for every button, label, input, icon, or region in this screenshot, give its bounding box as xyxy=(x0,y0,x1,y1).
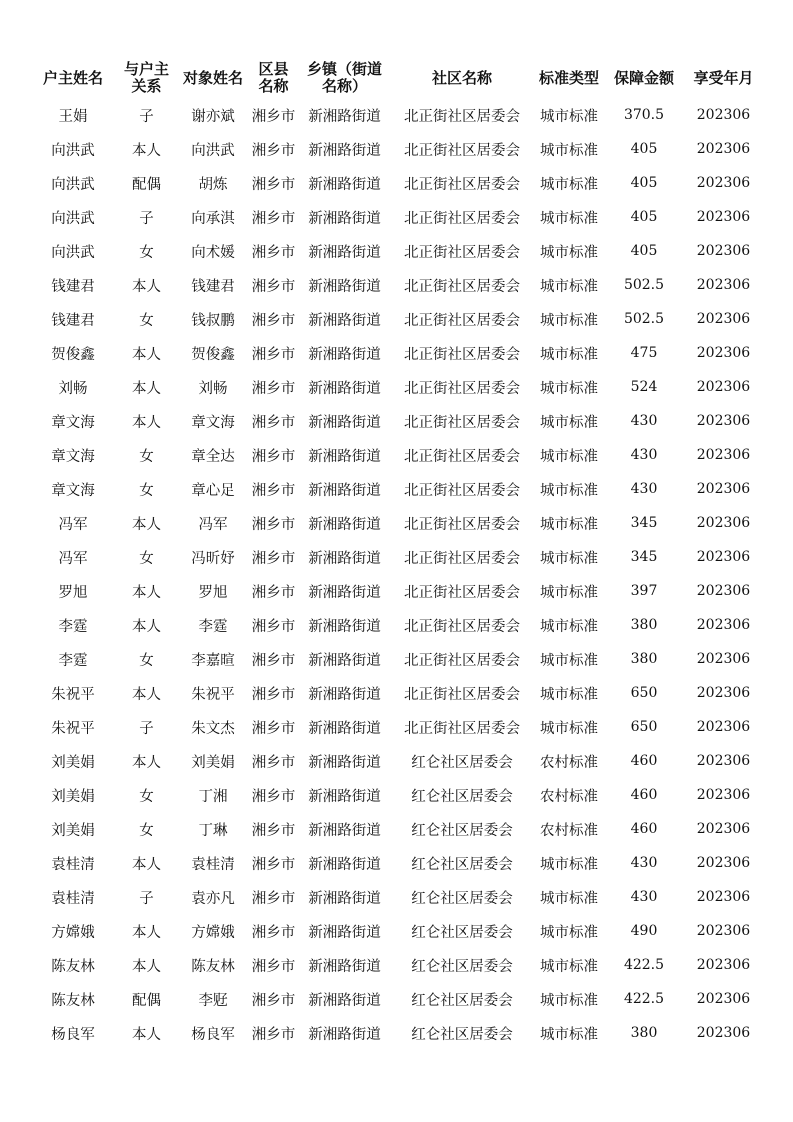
table-cell: 新湘路街道 xyxy=(308,312,381,329)
table-cell: 湘乡市 xyxy=(251,720,296,737)
table-cell: 女 xyxy=(139,448,154,465)
table-cell: 本人 xyxy=(132,754,161,771)
table-cell: 胡炼 xyxy=(198,176,228,193)
table-cell: 新湘路街道 xyxy=(308,754,381,771)
table-cell: 本人 xyxy=(132,1026,161,1043)
table-cell: 新湘路街道 xyxy=(308,1026,381,1043)
table-cell: 女 xyxy=(139,652,154,669)
table-cell: 刘美娟 xyxy=(51,788,95,805)
table-cell: 城市标准 xyxy=(540,414,598,431)
table-cell: 北正街社区居委会 xyxy=(404,244,520,261)
table-cell: 湘乡市 xyxy=(251,1026,296,1043)
table-cell: 袁亦凡 xyxy=(191,890,235,907)
table-cell: 湘乡市 xyxy=(251,788,296,805)
table-cell: 202306 xyxy=(696,991,751,1007)
table-cell: 农村标准 xyxy=(540,822,598,839)
table-row xyxy=(31,948,763,982)
table-cell: 朱祝平 xyxy=(191,686,235,703)
table-cell: 202306 xyxy=(696,957,751,973)
header-cell: 对象姓名 xyxy=(182,68,243,87)
table-cell: 女 xyxy=(139,482,154,499)
table-cell: 北正街社区居委会 xyxy=(404,312,520,329)
table-row xyxy=(31,1016,763,1050)
table-cell: 红仑社区居委会 xyxy=(411,890,513,907)
table-row xyxy=(31,642,763,676)
table-cell: 冯军 xyxy=(58,550,88,567)
table-cell: 城市标准 xyxy=(540,992,598,1009)
table-cell: 新湘路街道 xyxy=(308,584,381,601)
table-cell: 380 xyxy=(630,651,658,667)
table-cell: 湘乡市 xyxy=(251,992,296,1009)
table-cell: 202306 xyxy=(696,175,751,191)
table-cell: 城市标准 xyxy=(540,924,598,941)
table-cell: 湘乡市 xyxy=(251,244,296,261)
table-cell: 202306 xyxy=(696,617,751,633)
table-cell: 北正街社区居委会 xyxy=(404,550,520,567)
table-cell: 刘美娟 xyxy=(51,754,95,771)
table-cell: 502.5 xyxy=(623,311,665,327)
table-cell: 女 xyxy=(139,788,154,805)
table-cell: 本人 xyxy=(132,924,161,941)
table-cell: 湘乡市 xyxy=(251,584,296,601)
table-row xyxy=(31,98,763,132)
table-cell: 新湘路街道 xyxy=(308,686,381,703)
table-cell: 袁桂清 xyxy=(191,856,235,873)
table-cell: 湘乡市 xyxy=(251,380,296,397)
table-row xyxy=(31,982,763,1016)
table-cell: 湘乡市 xyxy=(251,482,296,499)
table-cell: 430 xyxy=(630,855,658,871)
table-cell: 380 xyxy=(630,1025,658,1041)
table-cell: 490 xyxy=(630,923,658,939)
table-cell: 202306 xyxy=(696,209,751,225)
table-cell: 城市标准 xyxy=(540,618,598,635)
table-cell: 章文海 xyxy=(51,482,95,499)
table-cell: 女 xyxy=(139,822,154,839)
table-cell: 刘畅 xyxy=(198,380,228,397)
table-cell: 湘乡市 xyxy=(251,176,296,193)
header-cell: 标准类型 xyxy=(538,68,599,87)
table-cell: 北正街社区居委会 xyxy=(404,720,520,737)
table-cell: 405 xyxy=(630,175,658,191)
table-cell: 袁桂清 xyxy=(51,890,95,907)
table-row xyxy=(31,336,763,370)
table-cell: 202306 xyxy=(696,821,751,837)
table-cell: 新湘路街道 xyxy=(308,822,381,839)
table-cell: 湘乡市 xyxy=(251,924,296,941)
table-cell: 202306 xyxy=(696,277,751,293)
table-cell: 新湘路街道 xyxy=(308,142,381,159)
table-row xyxy=(31,506,763,540)
table-cell: 城市标准 xyxy=(540,482,598,499)
header-cell: 社区名称 xyxy=(431,68,492,87)
table-cell: 345 xyxy=(630,549,658,565)
table-row xyxy=(31,200,763,234)
table-row xyxy=(31,676,763,710)
table-cell: 202306 xyxy=(696,855,751,871)
table-cell: 贺俊鑫 xyxy=(191,346,235,363)
table-row xyxy=(31,914,763,948)
table-cell: 新湘路街道 xyxy=(308,278,381,295)
table-cell: 新湘路街道 xyxy=(308,108,381,125)
table-cell: 新湘路街道 xyxy=(308,924,381,941)
table-row xyxy=(31,132,763,166)
table-cell: 钱叔鹏 xyxy=(191,312,235,329)
table-cell: 李觃 xyxy=(198,992,228,1009)
table-cell: 向洪武 xyxy=(51,244,95,261)
table-cell: 北正街社区居委会 xyxy=(404,278,520,295)
table-cell: 章文海 xyxy=(191,414,235,431)
table-cell: 章文海 xyxy=(51,448,95,465)
table-row xyxy=(31,370,763,404)
table-cell: 城市标准 xyxy=(540,516,598,533)
table-cell: 北正街社区居委会 xyxy=(404,618,520,635)
table-cell: 贺俊鑫 xyxy=(51,346,95,363)
table-cell: 章心足 xyxy=(191,482,235,499)
table-cell: 北正街社区居委会 xyxy=(404,686,520,703)
table-cell: 湘乡市 xyxy=(251,108,296,125)
table-cell: 刘美娟 xyxy=(51,822,95,839)
table-cell: 丁湘 xyxy=(198,788,228,805)
table-cell: 202306 xyxy=(696,515,751,531)
table-cell: 北正街社区居委会 xyxy=(404,584,520,601)
table-cell: 湘乡市 xyxy=(251,516,296,533)
table-cell: 北正街社区居委会 xyxy=(404,448,520,465)
table-cell: 城市标准 xyxy=(540,380,598,397)
table-row xyxy=(31,234,763,268)
table-cell: 湘乡市 xyxy=(251,686,296,703)
table-cell: 北正街社区居委会 xyxy=(404,108,520,125)
table-cell: 红仑社区居委会 xyxy=(411,958,513,975)
table-cell: 202306 xyxy=(696,923,751,939)
table-cell: 北正街社区居委会 xyxy=(404,210,520,227)
table-cell: 城市标准 xyxy=(540,890,598,907)
table-cell: 202306 xyxy=(696,787,751,803)
table-cell: 配偶 xyxy=(132,176,161,193)
table-row xyxy=(31,880,763,914)
table-cell: 李霆 xyxy=(58,652,88,669)
table-cell: 冯军 xyxy=(58,516,88,533)
table-cell: 新湘路街道 xyxy=(308,652,381,669)
table-cell: 湘乡市 xyxy=(251,618,296,635)
table-cell: 城市标准 xyxy=(540,142,598,159)
table-cell: 524 xyxy=(630,379,658,395)
table-cell: 丁琳 xyxy=(198,822,228,839)
table-cell: 方嫦娥 xyxy=(51,924,95,941)
table-cell: 罗旭 xyxy=(198,584,228,601)
table-cell: 红仑社区居委会 xyxy=(411,822,513,839)
table-cell: 城市标准 xyxy=(540,720,598,737)
table-cell: 460 xyxy=(630,787,658,803)
table-cell: 湘乡市 xyxy=(251,414,296,431)
table-cell: 502.5 xyxy=(623,277,665,293)
table-cell: 405 xyxy=(630,243,658,259)
table-cell: 405 xyxy=(630,141,658,157)
table-cell: 向洪武 xyxy=(191,142,235,159)
table-cell: 新湘路街道 xyxy=(308,482,381,499)
table-cell: 红仑社区居委会 xyxy=(411,924,513,941)
table-cell: 湘乡市 xyxy=(251,550,296,567)
table-row xyxy=(31,404,763,438)
table-cell: 章全达 xyxy=(191,448,235,465)
table-cell: 202306 xyxy=(696,719,751,735)
table-cell: 新湘路街道 xyxy=(308,516,381,533)
table-cell: 345 xyxy=(630,515,658,531)
table-cell: 罗旭 xyxy=(58,584,88,601)
table-cell: 向承淇 xyxy=(191,210,235,227)
table-cell: 397 xyxy=(630,583,658,599)
table-cell: 城市标准 xyxy=(540,652,598,669)
table-cell: 湘乡市 xyxy=(251,278,296,295)
table-cell: 陈友林 xyxy=(51,992,95,1009)
table-cell: 李霆 xyxy=(58,618,88,635)
table-cell: 城市标准 xyxy=(540,686,598,703)
table-cell: 本人 xyxy=(132,380,161,397)
table-row xyxy=(31,710,763,744)
table-cell: 202306 xyxy=(696,685,751,701)
table-cell: 650 xyxy=(630,719,658,735)
table-cell: 朱文杰 xyxy=(191,720,235,737)
table-cell: 本人 xyxy=(132,584,161,601)
table-cell: 新湘路街道 xyxy=(308,448,381,465)
table-cell: 650 xyxy=(630,685,658,701)
table-cell: 475 xyxy=(630,345,658,361)
table-cell: 女 xyxy=(139,312,154,329)
table-cell: 新湘路街道 xyxy=(308,380,381,397)
table-cell: 405 xyxy=(630,209,658,225)
table-cell: 北正街社区居委会 xyxy=(404,142,520,159)
table-cell: 刘畅 xyxy=(58,380,88,397)
table-row xyxy=(31,438,763,472)
table-cell: 422.5 xyxy=(623,991,665,1007)
table-cell: 本人 xyxy=(132,516,161,533)
table-cell: 湘乡市 xyxy=(251,448,296,465)
table-row xyxy=(31,268,763,302)
table-cell: 202306 xyxy=(696,1025,751,1041)
table-cell: 北正街社区居委会 xyxy=(404,652,520,669)
table-cell: 湘乡市 xyxy=(251,890,296,907)
table-cell: 城市标准 xyxy=(540,210,598,227)
table-cell: 202306 xyxy=(696,889,751,905)
header-cell: 与户主 关系 xyxy=(123,60,169,95)
header-cell: 乡镇（街道 名称） xyxy=(306,60,382,95)
table-cell: 李嘉暄 xyxy=(191,652,235,669)
table-cell: 新湘路街道 xyxy=(308,788,381,805)
table-cell: 子 xyxy=(139,890,154,907)
table-cell: 北正街社区居委会 xyxy=(404,176,520,193)
table-cell: 钱建君 xyxy=(51,312,95,329)
table-cell: 袁桂清 xyxy=(51,856,95,873)
table-cell: 202306 xyxy=(696,753,751,769)
table-cell: 方嫦娥 xyxy=(191,924,235,941)
table-cell: 女 xyxy=(139,244,154,261)
table-cell: 422.5 xyxy=(623,957,665,973)
table-cell: 朱祝平 xyxy=(51,720,95,737)
table-cell: 202306 xyxy=(696,379,751,395)
table-cell: 配偶 xyxy=(132,992,161,1009)
table-cell: 农村标准 xyxy=(540,754,598,771)
table-cell: 北正街社区居委会 xyxy=(404,482,520,499)
table-cell: 202306 xyxy=(696,549,751,565)
table-cell: 子 xyxy=(139,210,154,227)
header-cell: 享受年月 xyxy=(693,68,754,87)
table-cell: 城市标准 xyxy=(540,1026,598,1043)
table-row xyxy=(31,574,763,608)
table-cell: 430 xyxy=(630,413,658,429)
table-cell: 湘乡市 xyxy=(251,346,296,363)
table-cell: 城市标准 xyxy=(540,176,598,193)
table-cell: 湘乡市 xyxy=(251,822,296,839)
table-cell: 202306 xyxy=(696,447,751,463)
table-cell: 本人 xyxy=(132,278,161,295)
table-cell: 新湘路街道 xyxy=(308,992,381,1009)
table-cell: 430 xyxy=(630,447,658,463)
table-cell: 城市标准 xyxy=(540,958,598,975)
table-cell: 钱建君 xyxy=(51,278,95,295)
table-cell: 新湘路街道 xyxy=(308,856,381,873)
table-cell: 新湘路街道 xyxy=(308,244,381,261)
table-cell: 红仑社区居委会 xyxy=(411,754,513,771)
header-cell: 户主姓名 xyxy=(42,68,103,87)
table-cell: 向洪武 xyxy=(51,142,95,159)
table-cell: 向洪武 xyxy=(51,210,95,227)
table-cell: 农村标准 xyxy=(540,788,598,805)
table-body xyxy=(31,98,763,1050)
table-row xyxy=(31,302,763,336)
table-row xyxy=(31,540,763,574)
table-cell: 朱祝平 xyxy=(51,686,95,703)
table-cell: 新湘路街道 xyxy=(308,210,381,227)
table-cell: 湘乡市 xyxy=(251,856,296,873)
table-cell: 城市标准 xyxy=(540,244,598,261)
table-cell: 红仑社区居委会 xyxy=(411,1026,513,1043)
table-cell: 湘乡市 xyxy=(251,312,296,329)
table-row xyxy=(31,166,763,200)
table-cell: 460 xyxy=(630,821,658,837)
table-cell: 本人 xyxy=(132,414,161,431)
roster-table xyxy=(31,58,763,1050)
header-cell: 保障金额 xyxy=(613,68,674,87)
table-cell: 北正街社区居委会 xyxy=(404,516,520,533)
table-cell: 新湘路街道 xyxy=(308,550,381,567)
table-cell: 370.5 xyxy=(623,107,665,123)
table-row xyxy=(31,846,763,880)
table-cell: 冯军 xyxy=(198,516,228,533)
table-cell: 杨良军 xyxy=(51,1026,95,1043)
table-cell: 红仑社区居委会 xyxy=(411,856,513,873)
table-cell: 杨良军 xyxy=(191,1026,235,1043)
table-cell: 王娟 xyxy=(58,108,88,125)
table-cell: 北正街社区居委会 xyxy=(404,346,520,363)
table-cell: 城市标准 xyxy=(540,584,598,601)
table-cell: 向术媛 xyxy=(191,244,235,261)
table-cell: 202306 xyxy=(696,481,751,497)
table-cell: 202306 xyxy=(696,651,751,667)
table-cell: 新湘路街道 xyxy=(308,414,381,431)
table-cell: 本人 xyxy=(132,142,161,159)
table-cell: 202306 xyxy=(696,583,751,599)
table-cell: 新湘路街道 xyxy=(308,720,381,737)
table-row xyxy=(31,744,763,778)
table-cell: 女 xyxy=(139,550,154,567)
table-cell: 202306 xyxy=(696,141,751,157)
table-cell: 城市标准 xyxy=(540,856,598,873)
table-cell: 本人 xyxy=(132,856,161,873)
table-cell: 460 xyxy=(630,753,658,769)
table-row xyxy=(31,472,763,506)
table-cell: 城市标准 xyxy=(540,108,598,125)
table-cell: 陈友林 xyxy=(191,958,235,975)
table-cell: 陈友林 xyxy=(51,958,95,975)
header-cell: 区县 名称 xyxy=(258,60,289,95)
table-cell: 湘乡市 xyxy=(251,754,296,771)
table-cell: 城市标准 xyxy=(540,550,598,567)
table-cell: 新湘路街道 xyxy=(308,890,381,907)
table-cell: 202306 xyxy=(696,107,751,123)
table-cell: 本人 xyxy=(132,346,161,363)
table-cell: 城市标准 xyxy=(540,312,598,329)
table-cell: 城市标准 xyxy=(540,278,598,295)
table-cell: 380 xyxy=(630,617,658,633)
table-cell: 本人 xyxy=(132,686,161,703)
table-cell: 向洪武 xyxy=(51,176,95,193)
table-cell: 202306 xyxy=(696,413,751,429)
header-row xyxy=(31,58,763,98)
table-cell: 子 xyxy=(139,720,154,737)
table-cell: 430 xyxy=(630,889,658,905)
table-row xyxy=(31,812,763,846)
table-row xyxy=(31,778,763,812)
table-cell: 202306 xyxy=(696,345,751,361)
table-cell: 冯昕妤 xyxy=(191,550,235,567)
table-cell: 本人 xyxy=(132,618,161,635)
table-cell: 李霆 xyxy=(198,618,228,635)
table-cell: 刘美娟 xyxy=(191,754,235,771)
table-cell: 新湘路街道 xyxy=(308,958,381,975)
table-cell: 202306 xyxy=(696,311,751,327)
table-cell: 谢亦斌 xyxy=(191,108,235,125)
table-cell: 城市标准 xyxy=(540,346,598,363)
table-cell: 本人 xyxy=(132,958,161,975)
table-cell: 湘乡市 xyxy=(251,142,296,159)
table-cell: 202306 xyxy=(696,243,751,259)
table-cell: 湘乡市 xyxy=(251,958,296,975)
table-cell: 湘乡市 xyxy=(251,652,296,669)
table-cell: 新湘路街道 xyxy=(308,618,381,635)
table-cell: 430 xyxy=(630,481,658,497)
table-cell: 湘乡市 xyxy=(251,210,296,227)
table-cell: 子 xyxy=(139,108,154,125)
table-row xyxy=(31,608,763,642)
table-cell: 北正街社区居委会 xyxy=(404,414,520,431)
table-cell: 红仑社区居委会 xyxy=(411,788,513,805)
table-cell: 章文海 xyxy=(51,414,95,431)
table-cell: 新湘路街道 xyxy=(308,176,381,193)
table-cell: 红仑社区居委会 xyxy=(411,992,513,1009)
table-cell: 城市标准 xyxy=(540,448,598,465)
table-cell: 钱建君 xyxy=(191,278,235,295)
table-cell: 北正街社区居委会 xyxy=(404,380,520,397)
table-cell: 新湘路街道 xyxy=(308,346,381,363)
